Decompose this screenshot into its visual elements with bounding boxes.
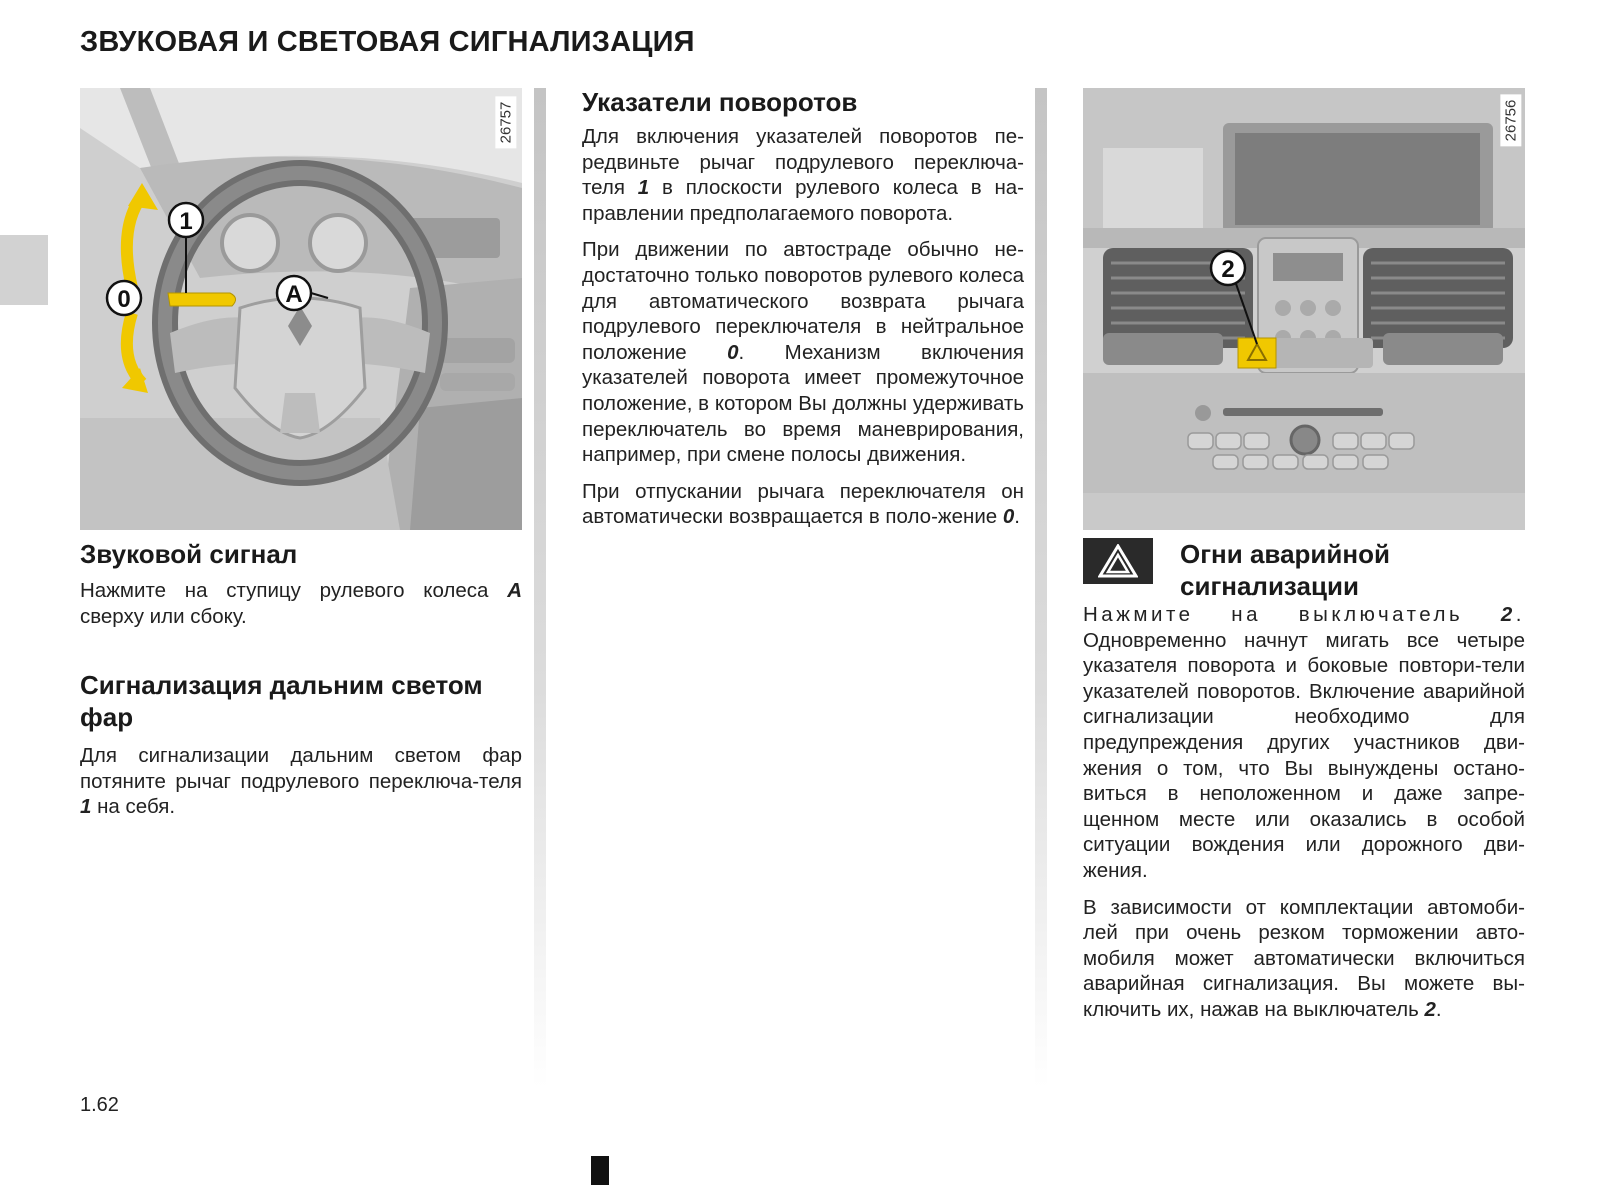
highbeam-text: Для сигнализации дальним светом фар потяните рычаг подрулевого переключа-теля 1 на себя. [80,744,522,819]
callout-A: A [285,281,303,308]
turn-signals-heading: Указатели поворотов [582,87,858,117]
figure-number: 26757 [496,97,517,149]
hazard-triangle-icon [1083,538,1153,584]
center-console-illustration [1083,88,1525,530]
page-marker [591,1156,609,1185]
callout-2: 2 [1221,256,1235,283]
hazard-heading: Огни аварийной сигнализации [1180,539,1390,601]
lever-highlight [168,293,236,306]
hazard-p1: Нажмите на выключатель 2. Одновременно начнут мигать все четыре указателя поворота и боковые повтори-тели указателей поворотов. Включение аварийной сигнализации необходимо для предупреждения других участников дви-жения о том, что Вы вынуждены остано-виться в неположенном и даже запре-щенном месте или оказались в особой ситуации вождения или дорожного дви-жения. [1083,603,1525,882]
turn-signals-p2: При движении по автостраде обычно не-достаточно только поворотов рулевого колеса для автоматического возврата рычага подрулевого переключателя в нейтральное положение 0. Механизм включения указателей поворота имеет промежуточное положение, в котором Вы должны удерживать переключатель во время маневрирования, например, при смене полосы движения. [582,238,1024,467]
horn-heading: Звуковой сигнал [80,539,298,569]
hazard-p2: В зависимости от комплектации автомоби-лей при очень резком торможении авто-мобиля может автоматически включиться аварийная сигнализация. Вы можете вы-ключить их, нажав на выключатель 2. [1083,895,1525,1021]
highbeam-heading: Сигнализация дальним светом фар [80,670,483,733]
horn-text: Нажмите на ступицу рулевого колеса A сверху или сбоку. [80,579,522,628]
center-console-drawing [1083,88,1525,530]
right-column [1083,88,1525,1034]
figure-number: 26756 [1501,95,1522,147]
page-title: ЗВУКОВАЯ И СВЕТОВАЯ СИГНАЛИЗАЦИЯ [80,26,695,58]
left-column [80,88,522,820]
turn-signals-p1: Для включения указателей поворотов пе-редвиньте рычаг подрулевого переключа-теля 1 в плоскости рулевого колеса в на-правлении предполагаемого поворота. [582,125,1025,225]
steering-wheel-illustration [80,88,522,530]
turn-signals-p3: При отпускании рычага переключателя он автоматически возвращается в поло-жение 0. [582,479,1024,529]
chapter-tab [0,235,48,305]
page-number: 1.62 [80,1094,119,1116]
steering-wheel-drawing [80,88,522,530]
middle-column [582,88,1024,541]
callout-1: 1 [179,208,193,235]
column-separator [1035,88,1047,1088]
callout-0: 0 [117,286,131,313]
column-separator [534,88,546,1088]
hazard-header [1083,538,1525,602]
